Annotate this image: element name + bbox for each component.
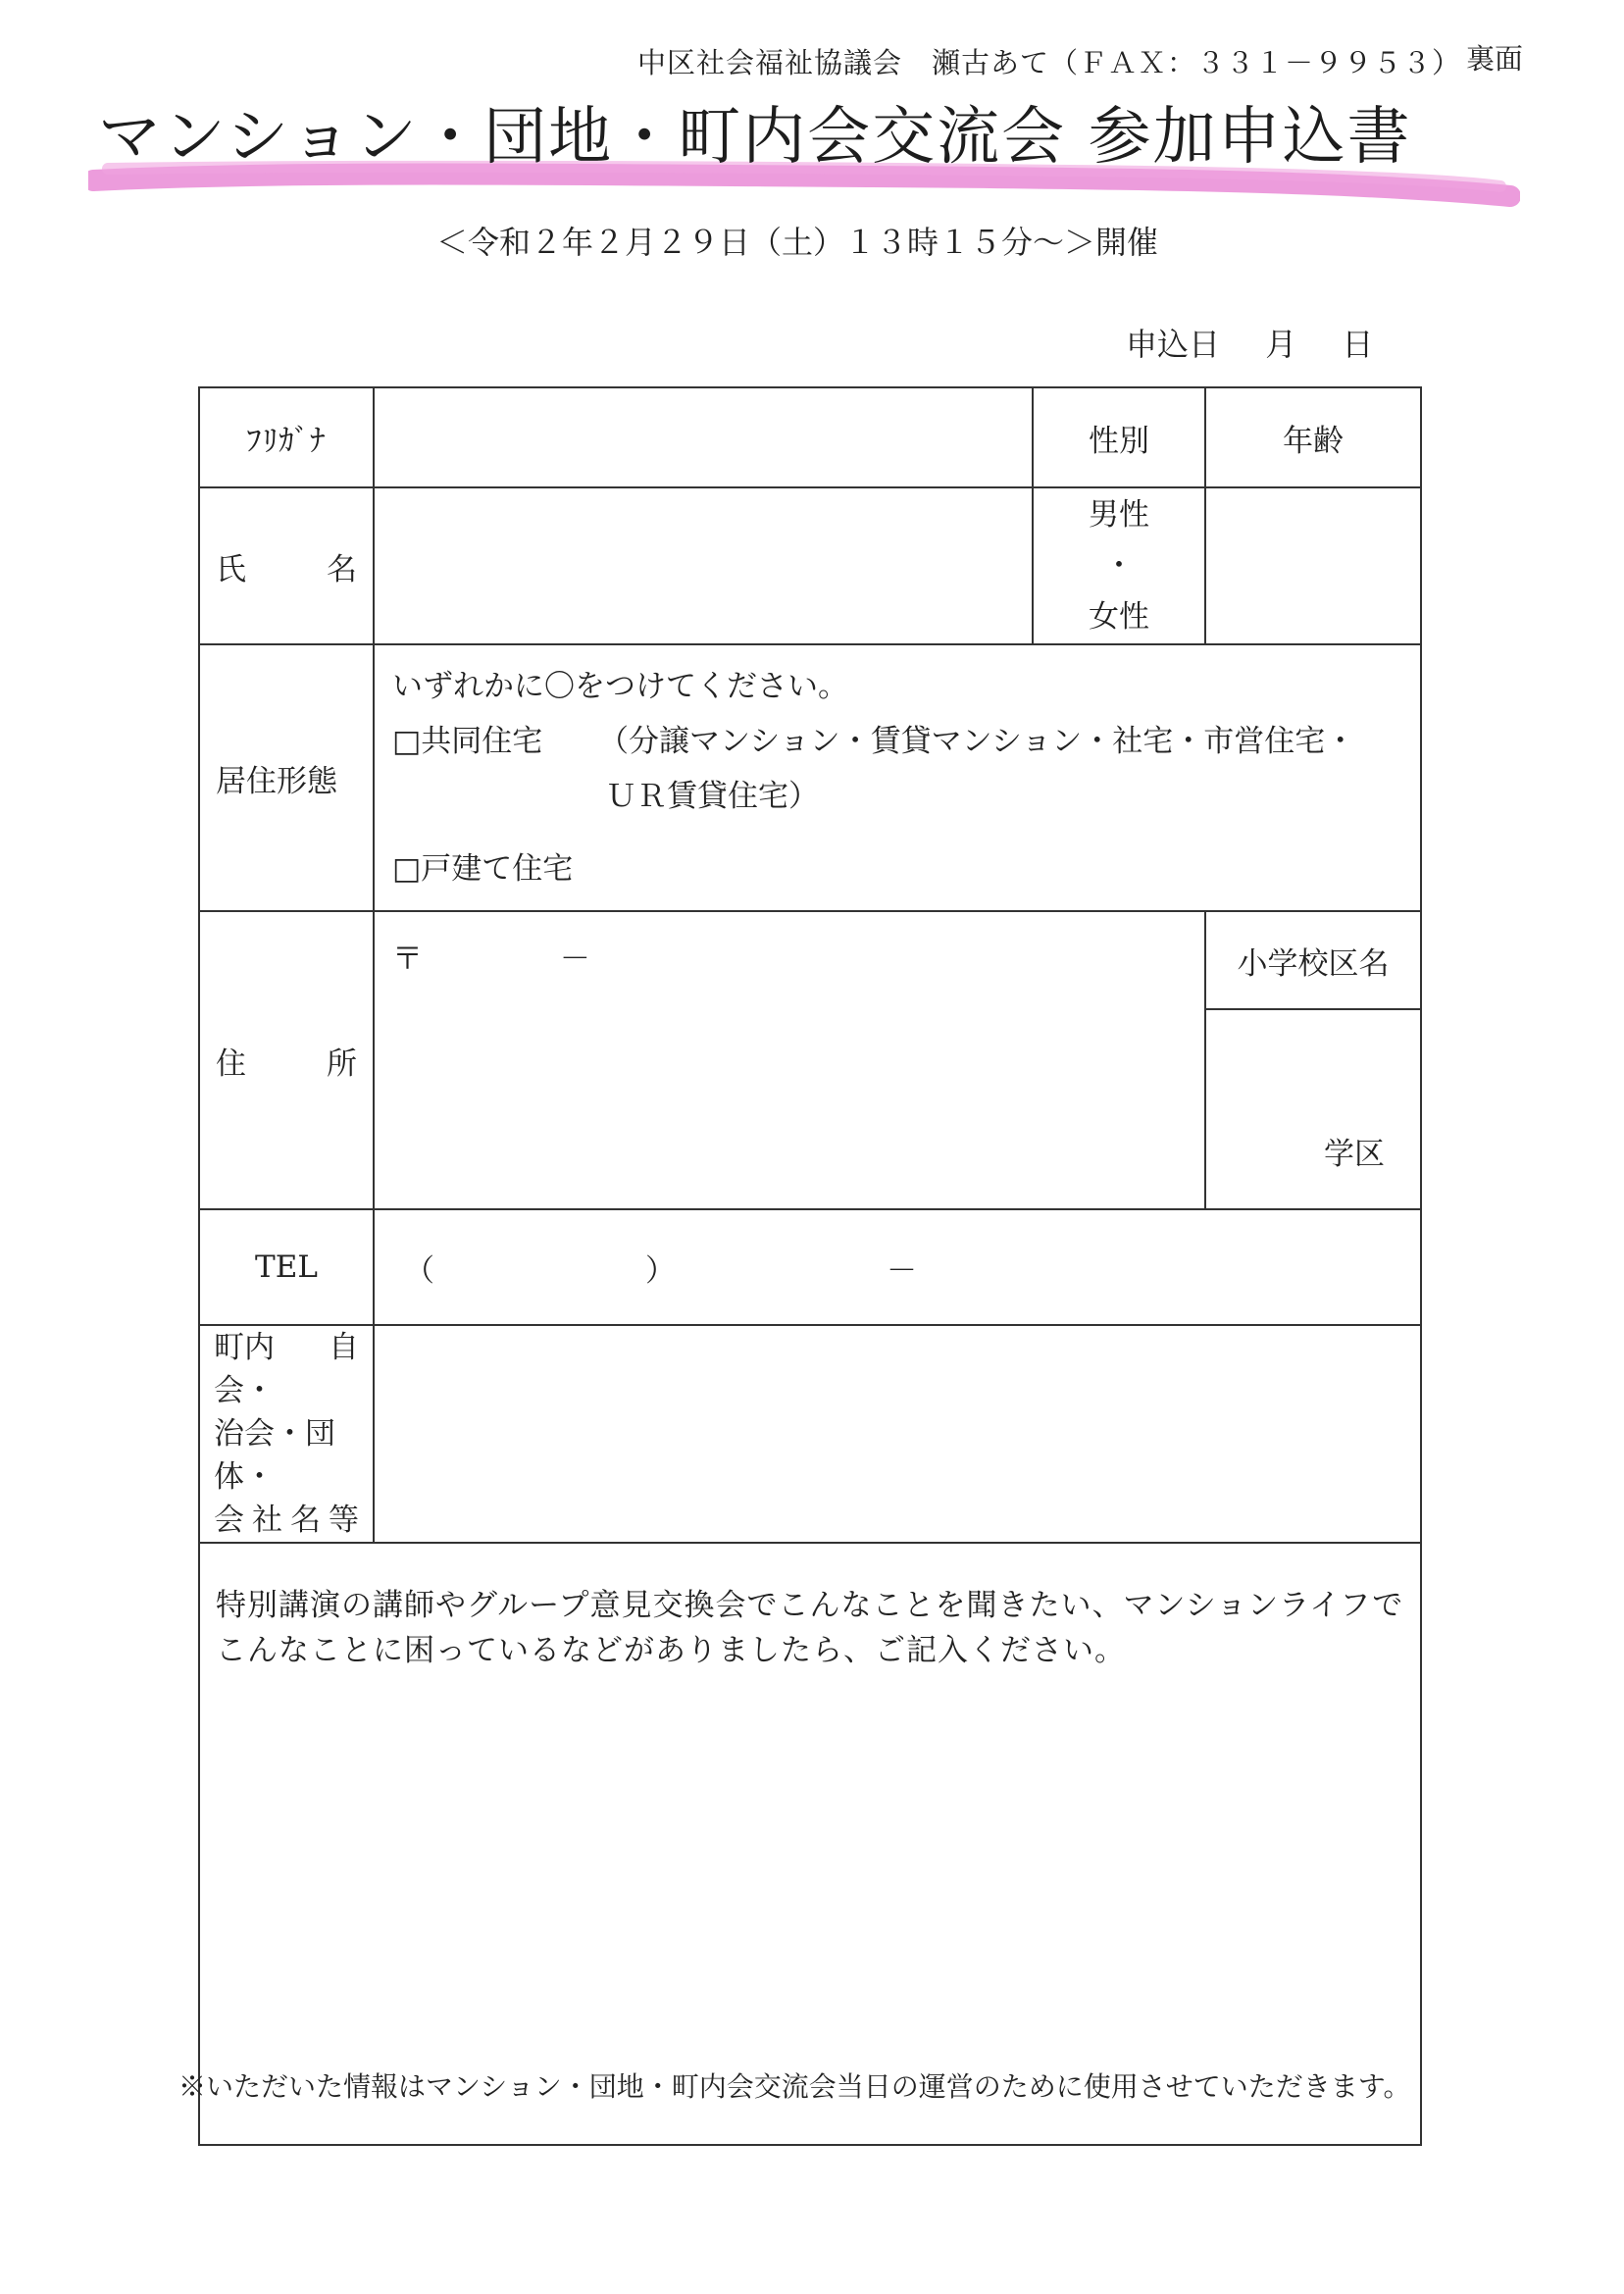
school-district-label: 小学校区名: [1205, 911, 1421, 1009]
application-form-table: [198, 386, 1422, 2146]
address-input[interactable]: [374, 911, 1205, 1209]
application-day-label: 日: [1342, 326, 1374, 363]
application-date-field[interactable]: [1126, 320, 1373, 365]
gender-separator: ・: [1103, 548, 1135, 584]
name-label-char-2: 名: [327, 551, 357, 587]
gender-select[interactable]: [1033, 487, 1205, 644]
furigana-input[interactable]: [374, 387, 1033, 487]
org-label-char: 名: [290, 1503, 321, 1538]
address-label: [199, 911, 374, 1209]
gender-male-option[interactable]: 男性: [1089, 497, 1149, 533]
document-title: マンション・団地・町内会交流会 参加申込書: [98, 101, 1412, 174]
page-side-label: 裏面: [1466, 42, 1524, 76]
org-label-line2: 治会・団体・: [214, 1416, 335, 1495]
fax-addressee: 中区社会福祉協議会 瀬古あて（ＦＡＸ：３３１－９９５３）: [637, 46, 1462, 79]
school-district-suffix: 学区: [1324, 1137, 1385, 1172]
age-label: 年齢: [1205, 387, 1421, 487]
tel-open-paren: （: [404, 1252, 434, 1289]
tel-dash: －: [887, 1252, 917, 1289]
name-label: [199, 487, 374, 644]
address-label-char-1: 住: [216, 1045, 246, 1082]
application-month-label: 月: [1265, 326, 1297, 363]
residence-instruction: いずれかに〇をつけてください。: [392, 669, 848, 704]
age-input[interactable]: [1205, 487, 1421, 644]
privacy-footnote: ※いただいた情報はマンション・団地・町内会交流会当日の運営のために使用させていただきます。: [178, 2070, 1411, 2103]
comments-instruction: 特別講演の講師やグループ意見交換会でこんなことを聞きたい、マンションライフでこんなことに困っているなどがありましたら、ご記入ください。: [216, 1588, 1404, 1668]
name-label-char-1: 氏: [216, 551, 246, 587]
org-label-char: 等: [329, 1503, 359, 1538]
tel-input[interactable]: [374, 1209, 1421, 1325]
event-date: ＜令和２年２月２９日（土）１３時１５分～＞開催: [436, 224, 1159, 261]
organization-input[interactable]: [374, 1325, 1421, 1543]
gender-female-option[interactable]: 女性: [1089, 599, 1149, 635]
furigana-label: ﾌﾘｶﾞﾅ: [199, 387, 374, 487]
org-label-char: 社: [252, 1503, 282, 1538]
application-date-label: 申込日: [1126, 326, 1221, 363]
organization-label: [199, 1325, 374, 1543]
residence-option-apartment[interactable]: □共同住宅: [392, 724, 543, 759]
residence-option-apartment-detail-2: ＵＲ賃貸住宅）: [606, 779, 819, 814]
postal-code-dash: －: [559, 942, 590, 977]
tel-label: TEL: [199, 1209, 374, 1325]
residence-option-apartment-detail: （分譲マンション・賃貸マンション・社宅・市営住宅・: [598, 724, 1356, 759]
org-label-line1-a: 町内会・: [214, 1330, 275, 1408]
residence-type-label: 居住形態: [199, 644, 374, 911]
postal-mark: 〒: [392, 942, 423, 977]
residence-option-house[interactable]: □戸建て住宅: [392, 851, 574, 887]
gender-label: 性別: [1033, 387, 1205, 487]
school-district-input[interactable]: [1205, 1009, 1421, 1209]
comments-input[interactable]: [199, 1543, 1421, 2145]
address-label-char-2: 所: [327, 1045, 357, 1082]
org-label-line1-b: 自: [329, 1330, 359, 1365]
name-input[interactable]: [374, 487, 1033, 644]
org-label-char: 会: [214, 1503, 244, 1538]
tel-close-paren: ）: [645, 1252, 676, 1289]
residence-type-options: [374, 644, 1421, 911]
